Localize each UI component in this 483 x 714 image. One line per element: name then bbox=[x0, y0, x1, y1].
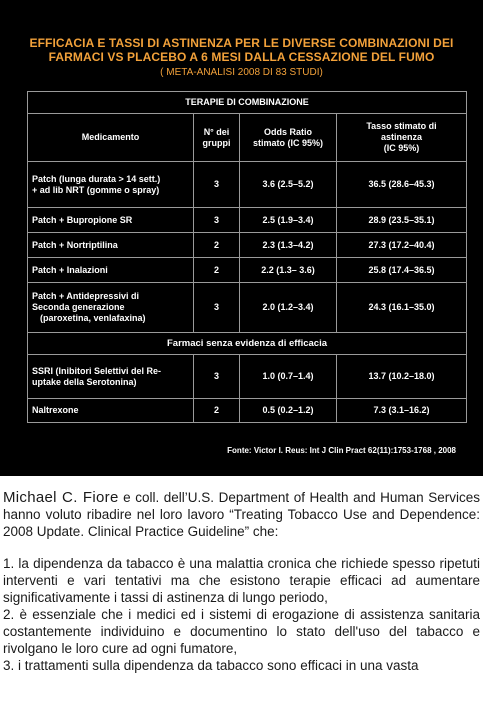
body-text bbox=[3, 489, 480, 674]
source-citation: Fonte: Victor I. Reus: Int J Clin Pract 62(11):1753-1768 , 2008 bbox=[227, 446, 456, 455]
row-gruppi: 2 bbox=[194, 258, 240, 283]
row-gruppi: 2 bbox=[194, 233, 240, 258]
row-odds-ratio: 1.0 (0.7–1.4) bbox=[240, 355, 337, 399]
header-gruppi-line1: N° dei bbox=[203, 126, 230, 137]
header-tasso-line1: Tasso stimato di bbox=[366, 121, 437, 131]
table-row bbox=[28, 399, 467, 423]
row-tasso: 7.3 (3.1–16.2) bbox=[337, 399, 467, 423]
row-tasso: 13.7 (10.2–18.0) bbox=[337, 355, 467, 399]
row-medicamento-line2: uptake della Serotonina) bbox=[32, 376, 137, 387]
row-gruppi: 3 bbox=[194, 355, 240, 399]
header-odds-ratio bbox=[240, 114, 337, 162]
row-tasso: 36.5 (28.6–45.3) bbox=[337, 162, 467, 208]
row-medicamento: Patch + Inalazioni bbox=[28, 258, 194, 283]
row-medicamento: Patch + Bupropione SR bbox=[28, 208, 194, 233]
row-tasso: 24.3 (16.1–35.0) bbox=[337, 283, 467, 333]
row-odds-ratio: 2.2 (1.3– 3.6) bbox=[240, 258, 337, 283]
figure-title-line-1: EFFICACIA E TASSI DI ASTINENZA PER LE DIVERSE COMBINAZIONI DEI bbox=[29, 36, 454, 50]
table-row bbox=[28, 355, 467, 399]
header-odds-line2: stimato (IC 95%) bbox=[252, 137, 323, 148]
table-row bbox=[28, 162, 467, 208]
intro-paragraph bbox=[3, 489, 480, 540]
author-name: Michael C. Fiore bbox=[3, 489, 119, 506]
point-2: 2. è essenziale che i medici ed i sistemi di erogazione di assistenza sanitaria costantemente individuino e documentino lo stato dell'uso del tabacco e rivolgano le loro cure ad ogni fumatore, bbox=[3, 607, 480, 656]
therapy-table bbox=[27, 91, 467, 423]
header-gruppi bbox=[194, 114, 240, 162]
figure-title-line-2: FARMACI VS PLACEBO A 6 MESI DALLA CESSAZIONE DEL FUMO bbox=[48, 50, 435, 64]
section-title: Farmaci senza evidenza di efficacia bbox=[28, 333, 467, 355]
intro-text: e coll. dell’U.S. Department of Health and Human Services hanno voluto ribadire nel loro lavoro “Treating Tobacco Use and Dependence: 2008 Update. Clinical Practice Guideline” che: bbox=[3, 490, 480, 539]
row-medicamento: Patch + Nortriptilina bbox=[28, 233, 194, 258]
point-3: 3. i trattamenti sulla dipendenza da tabacco sono efficaci in una vasta bbox=[3, 658, 419, 673]
table-header-row bbox=[28, 114, 467, 162]
row-medicamento bbox=[28, 283, 194, 333]
row-medicamento-line1: Patch + Antidepressivi di bbox=[32, 291, 139, 301]
header-tasso-line3: (IC 95%) bbox=[383, 143, 420, 153]
row-tasso: 27.3 (17.2–40.4) bbox=[337, 233, 467, 258]
row-gruppi: 2 bbox=[194, 399, 240, 423]
table-row bbox=[28, 258, 467, 283]
row-medicamento bbox=[28, 162, 194, 208]
row-gruppi: 3 bbox=[194, 283, 240, 333]
row-medicamento-line3: (paroxetina, venlafaxina) bbox=[40, 313, 146, 323]
row-gruppi: 3 bbox=[194, 208, 240, 233]
table-row bbox=[28, 283, 467, 333]
row-medicamento bbox=[28, 355, 194, 399]
header-tasso-line2: astinenza bbox=[381, 132, 423, 142]
header-medicamento: Medicamento bbox=[28, 114, 194, 162]
row-medicamento: Naltrexone bbox=[28, 399, 194, 423]
row-odds-ratio: 2.3 (1.3–4.2) bbox=[240, 233, 337, 258]
row-medicamento-line1: SSRI (Inibitori Selettivi del Re- bbox=[32, 365, 162, 376]
row-odds-ratio: 3.6 (2.5–5.2) bbox=[240, 162, 337, 208]
numbered-points bbox=[3, 555, 480, 674]
row-odds-ratio: 2.0 (1.2–3.4) bbox=[240, 283, 337, 333]
row-tasso: 28.9 (23.5–35.1) bbox=[337, 208, 467, 233]
section-row bbox=[28, 333, 467, 355]
row-medicamento-line1: Patch (lunga durata > 14 sett.) bbox=[32, 173, 161, 184]
header-gruppi-line2: gruppi bbox=[202, 137, 231, 148]
table-row bbox=[28, 208, 467, 233]
header-tasso bbox=[337, 114, 467, 162]
table-row bbox=[28, 233, 467, 258]
row-odds-ratio: 0.5 (0.2–1.2) bbox=[240, 399, 337, 423]
point-1: 1. la dipendenza da tabacco è una malattia cronica che richiede spesso ripetuti interventi e vari tentativi ma che esistono terapie efficaci ad aumentare significativamente i tassi di astinenza di lungo periodo, bbox=[3, 556, 480, 605]
figure-subtitle: ( META-ANALISI 2008 DI 83 STUDI) bbox=[160, 67, 323, 78]
figure-title bbox=[0, 36, 483, 64]
header-odds-line1: Odds Ratio bbox=[263, 126, 312, 137]
row-gruppi: 3 bbox=[194, 162, 240, 208]
row-tasso: 25.8 (17.4–36.5) bbox=[337, 258, 467, 283]
row-medicamento-line2: + ad lib NRT (gomme o spray) bbox=[32, 184, 160, 195]
table-caption-row bbox=[28, 92, 467, 114]
table-caption: TERAPIE DI COMBINAZIONE bbox=[28, 92, 467, 114]
row-odds-ratio: 2.5 (1.9–3.4) bbox=[240, 208, 337, 233]
row-medicamento-line2: Seconda generazione bbox=[32, 302, 125, 312]
